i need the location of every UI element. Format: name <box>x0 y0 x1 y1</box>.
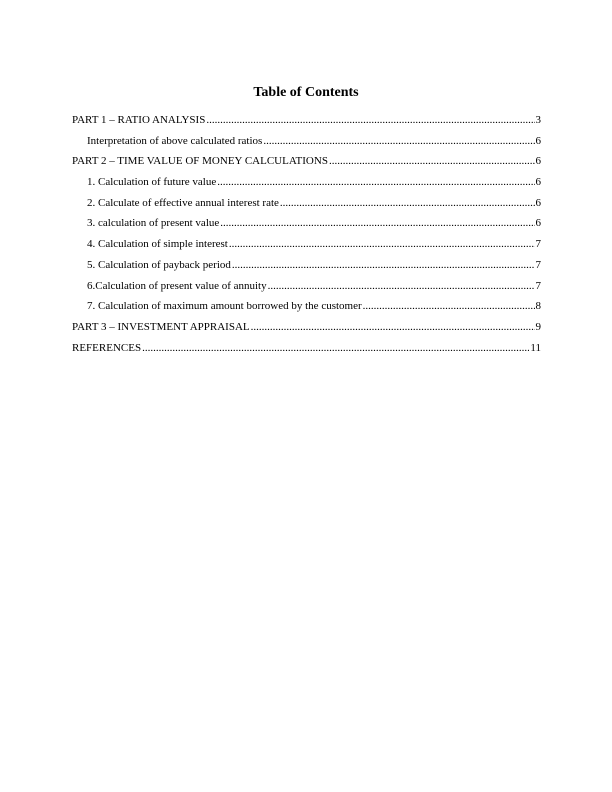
toc-dot-leader <box>220 216 534 230</box>
toc-dot-leader <box>280 196 535 210</box>
toc-dot-leader <box>217 175 534 189</box>
toc-title: Table of Contents <box>253 85 359 100</box>
toc-entry-max-borrowed[interactable] <box>72 299 541 320</box>
toc-page-number: 6 <box>535 134 541 147</box>
toc-entry-effective-rate[interactable] <box>72 196 541 217</box>
toc-list <box>72 113 541 361</box>
toc-entry-text: 3. calculation of present value <box>87 217 220 230</box>
toc-entry-text: 1. Calculation of future value <box>87 176 217 189</box>
toc-page-number: 6 <box>535 196 541 209</box>
toc-entry-text: 2. Calculate of effective annual interest rate <box>87 196 279 209</box>
toc-page-number: 11 <box>530 341 541 354</box>
toc-entry-payback-period[interactable] <box>72 258 541 279</box>
toc-entry-part-2[interactable] <box>72 154 541 175</box>
toc-dot-leader <box>251 320 535 334</box>
toc-entry-text: 7. Calculation of maximum amount borrowed by the customer <box>87 300 362 313</box>
toc-page-number: 9 <box>535 320 541 333</box>
toc-dot-leader <box>142 341 529 355</box>
toc-entry-text: 5. Calculation of payback period <box>87 258 231 271</box>
toc-dot-leader <box>263 134 534 148</box>
toc-entry-text: PART 3 – INVESTMENT APPRAISAL <box>72 320 250 333</box>
toc-dot-leader <box>232 258 535 272</box>
toc-page-number: 6 <box>535 217 541 230</box>
toc-dot-leader <box>363 299 535 313</box>
toc-entry-text: 4. Calculation of simple interest <box>87 238 228 251</box>
toc-entry-text: 6.Calculation of present value of annuity <box>87 279 267 292</box>
toc-entry-present-value[interactable] <box>72 216 541 237</box>
toc-entry-text: PART 1 – RATIO ANALYSIS <box>72 114 206 126</box>
toc-entry-simple-interest[interactable] <box>72 237 541 258</box>
toc-page-number: 7 <box>535 258 541 271</box>
toc-page-number: 7 <box>535 238 541 251</box>
toc-entry-text: PART 2 – TIME VALUE OF MONEY CALCULATIONS <box>72 155 328 168</box>
toc-entry-part-1[interactable] <box>72 113 541 134</box>
toc-page-number: 8 <box>535 300 541 313</box>
toc-entry-future-value[interactable] <box>72 175 541 196</box>
toc-entry-interpretation[interactable] <box>72 134 541 155</box>
toc-page-number: 7 <box>535 279 541 292</box>
toc-entry-annuity[interactable] <box>72 279 541 300</box>
toc-dot-leader <box>268 279 535 293</box>
toc-entry-text: REFERENCES <box>72 341 142 354</box>
toc-entry-text: Interpretation of above calculated ratios <box>87 134 263 147</box>
toc-page-number: 6 <box>535 155 541 168</box>
toc-page-number: 3 <box>535 114 541 126</box>
toc-dot-leader <box>329 154 535 168</box>
toc-entry-part-3[interactable] <box>72 320 541 341</box>
toc-page-number: 6 <box>535 176 541 189</box>
toc-entry-references[interactable] <box>72 341 541 362</box>
toc-dot-leader <box>229 237 535 251</box>
toc-dot-leader <box>206 113 534 127</box>
